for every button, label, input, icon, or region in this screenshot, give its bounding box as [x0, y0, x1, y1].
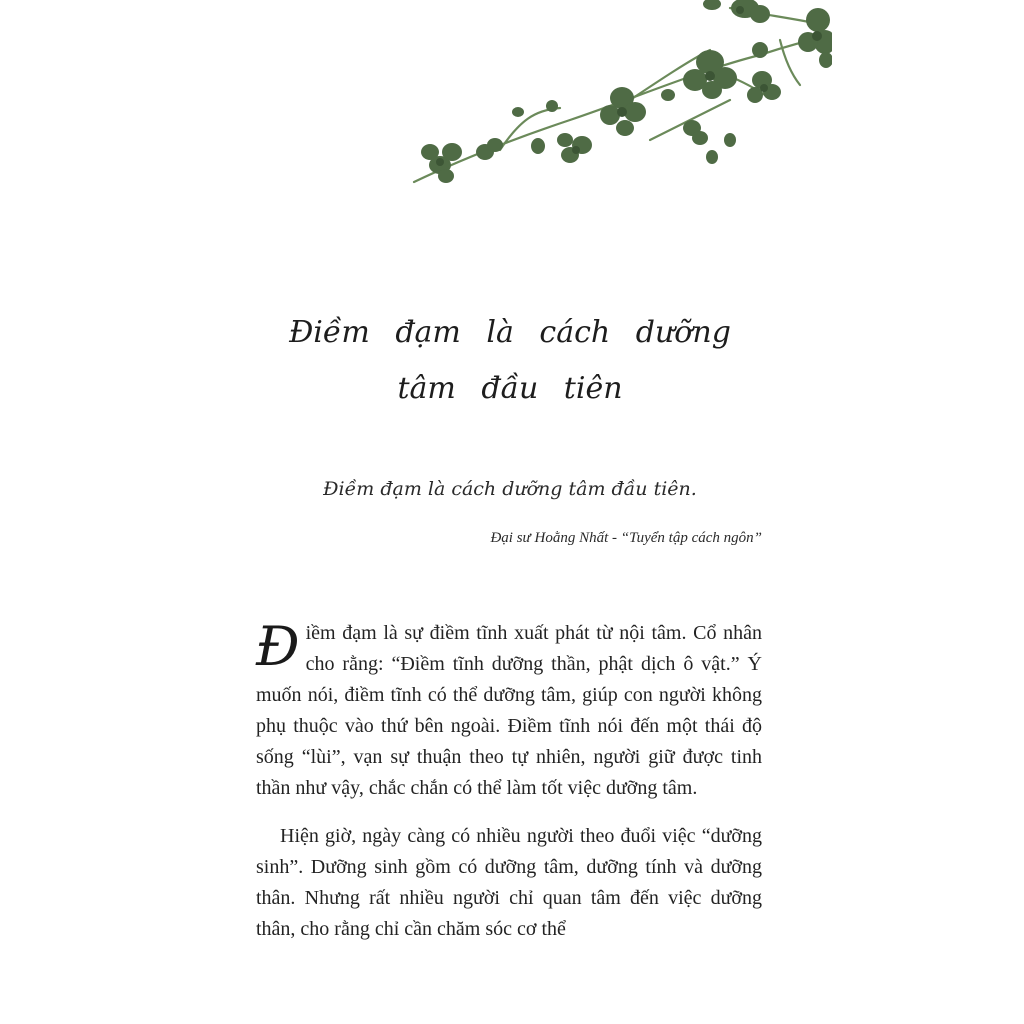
epigraph-attribution: Đại sư Hoằng Nhất - “Tuyển tập cách ngôn” [490, 530, 762, 546]
paragraph-2: Hiện giờ, ngày càng có nhiều người theo đuổi việc “dưỡng sinh”. Dưỡng sinh gồm có dưỡng tâm, dưỡng tính và dưỡng thân. Nhưng rất nhiều người chỉ quan tâm đến việc dưỡng thân, cho rằng chỉ cần chăm sóc cơ thể [256, 825, 762, 940]
paragraph-1 [256, 615, 762, 804]
flowering-branch-icon [400, 0, 832, 200]
drop-cap: Đ [256, 615, 300, 678]
chapter-title: Điềm đạm là cách dưỡng tâm đầu tiên [289, 315, 731, 406]
page-margin [832, 0, 1024, 1024]
paragraph-1-text: iềm đạm là sự điềm tĩnh xuất phát từ nội tâm. Cổ nhân cho rằng: “Điềm tĩnh dưỡng thần, phật dịch ô vật.” Ý muốn nói, điềm tĩnh có thể dưỡng tâm, giúp con người không phụ thuộc vào thứ bên ngoài. Điềm tĩnh nói đến một thái độ sống “lùi”, vạn sự thuận theo tự nhiên, người giữ được tinh thần như vậy, chắc chắn có thể làm tốt việc dưỡng tâm. [256, 622, 762, 799]
chapter-body [256, 615, 762, 962]
epigraph-quote: Điềm đạm là cách dưỡng tâm đầu tiên. [323, 478, 697, 500]
